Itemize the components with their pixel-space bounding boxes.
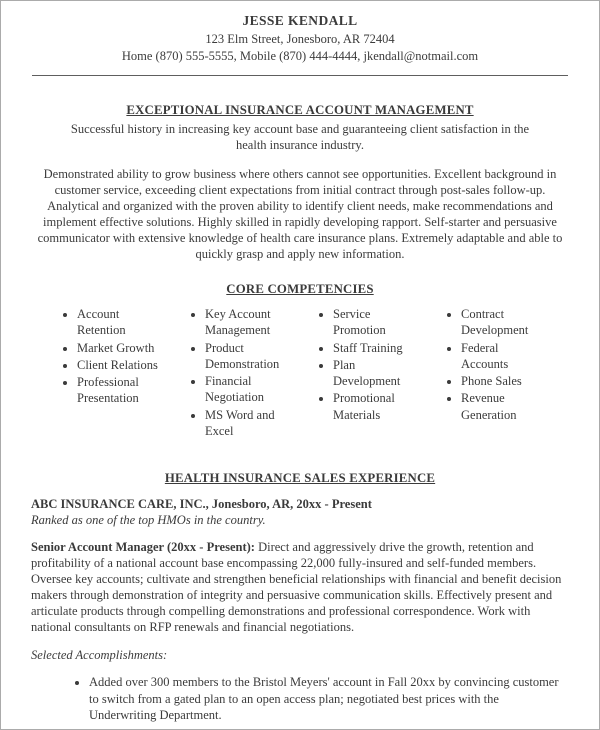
role-title: Senior Account Manager (20xx - Present): (31, 540, 255, 555)
address-line: 123 Elm Street, Jonesboro, AR 72404 (205, 32, 395, 47)
competency-item: • Product Demonstration (205, 340, 291, 373)
header-divider (32, 75, 568, 76)
summary-paragraph: Demonstrated ability to grow business where others cannot see opportunities. Excellent background in customer service, exceeding client expectations from initial contract through post-sales follow-up. Analytical and organized with the proven ability to identify client needs, make recommendations and implement effective solutions. Highly skilled in rapidly developing rapport. Self-starter and persuasive communicator with extensive knowledge of health care insurance plans. Extremely adaptable and able to quickly grasp and apply new information. (37, 166, 563, 261)
headline-section (31, 102, 569, 261)
competency-item: • Service Promotion (333, 306, 419, 339)
competency-item: • MS Word and Excel (205, 407, 291, 440)
role-paragraph (31, 539, 569, 635)
headline-subtitle: Successful history in increasing key account base and guaranteeing client satisfaction in the health insurance industry. (70, 121, 530, 152)
competency-item: • Promotional Materials (333, 390, 419, 423)
resume-header (31, 12, 569, 76)
competency-item: • Professional Presentation (77, 374, 163, 407)
accomplishments-label: Selected Accomplishments: (31, 648, 168, 663)
competency-item: • Plan Development (333, 357, 419, 390)
competency-list (313, 306, 419, 423)
competency-item: • Federal Accounts (461, 340, 547, 373)
competency-list (185, 306, 291, 439)
competency-list (57, 306, 163, 407)
core-competencies-title: CORE COMPETENCIES (226, 281, 374, 296)
accomplishment-item: • Added over 300 members to the Bristol Meyers' account in Fall 20xx by convincing customer to switch from a gated plan to an open access plan; negotiated best prices with the Underwriting Department. (89, 674, 569, 723)
competency-column-1 (57, 306, 163, 440)
competency-item: • Client Relations (77, 357, 163, 373)
experience-title: HEALTH INSURANCE SALES EXPERIENCE (164, 471, 436, 486)
competency-item: • Staff Training (333, 340, 419, 356)
core-competencies-section (31, 281, 569, 440)
competency-item: • Account Retention (77, 306, 163, 339)
company-line: ABC INSURANCE CARE, INC., Jonesboro, AR, 20xx - Present (31, 497, 372, 512)
candidate-name: JESSE KENDALL (242, 13, 358, 28)
company-tagline: Ranked as one of the top HMOs in the country. (31, 513, 266, 528)
competency-item: • Key Account Management (205, 306, 291, 339)
competency-column-2 (185, 306, 291, 440)
competency-item: • Revenue Generation (461, 390, 547, 423)
contact-line: Home (870) 555-5555, Mobile (870) 444-4444, jkendall@notmail.com (121, 49, 479, 64)
experience-section (31, 470, 569, 723)
accomplishments-list (68, 674, 569, 723)
competency-item: • Contract Development (461, 306, 547, 339)
competency-list (441, 306, 547, 423)
competencies-grid (31, 306, 569, 440)
role-description: Direct and aggressively drive the growth, retention and profitability of a national account base encompassing 22,000 fully-insured and self-funded members. Oversee key accounts; cultivate and strengthen beneficial relationships with financial and benefit decision makers through demonstration of integrity and persuasive communication skills. Effectively present and articulate products through compelling demonstrations and professional correspondence. Work with national consultants on RFP renewals and financial negotiations. (31, 540, 562, 635)
accomplishments-ul (68, 674, 569, 723)
competency-item: • Phone Sales (461, 373, 547, 389)
competency-column-4 (441, 306, 547, 440)
headline-title: EXCEPTIONAL INSURANCE ACCOUNT MANAGEMENT (126, 103, 474, 118)
competency-column-3 (313, 306, 419, 440)
competency-item: • Market Growth (77, 340, 163, 356)
competency-item: • Financial Negotiation (205, 373, 291, 406)
